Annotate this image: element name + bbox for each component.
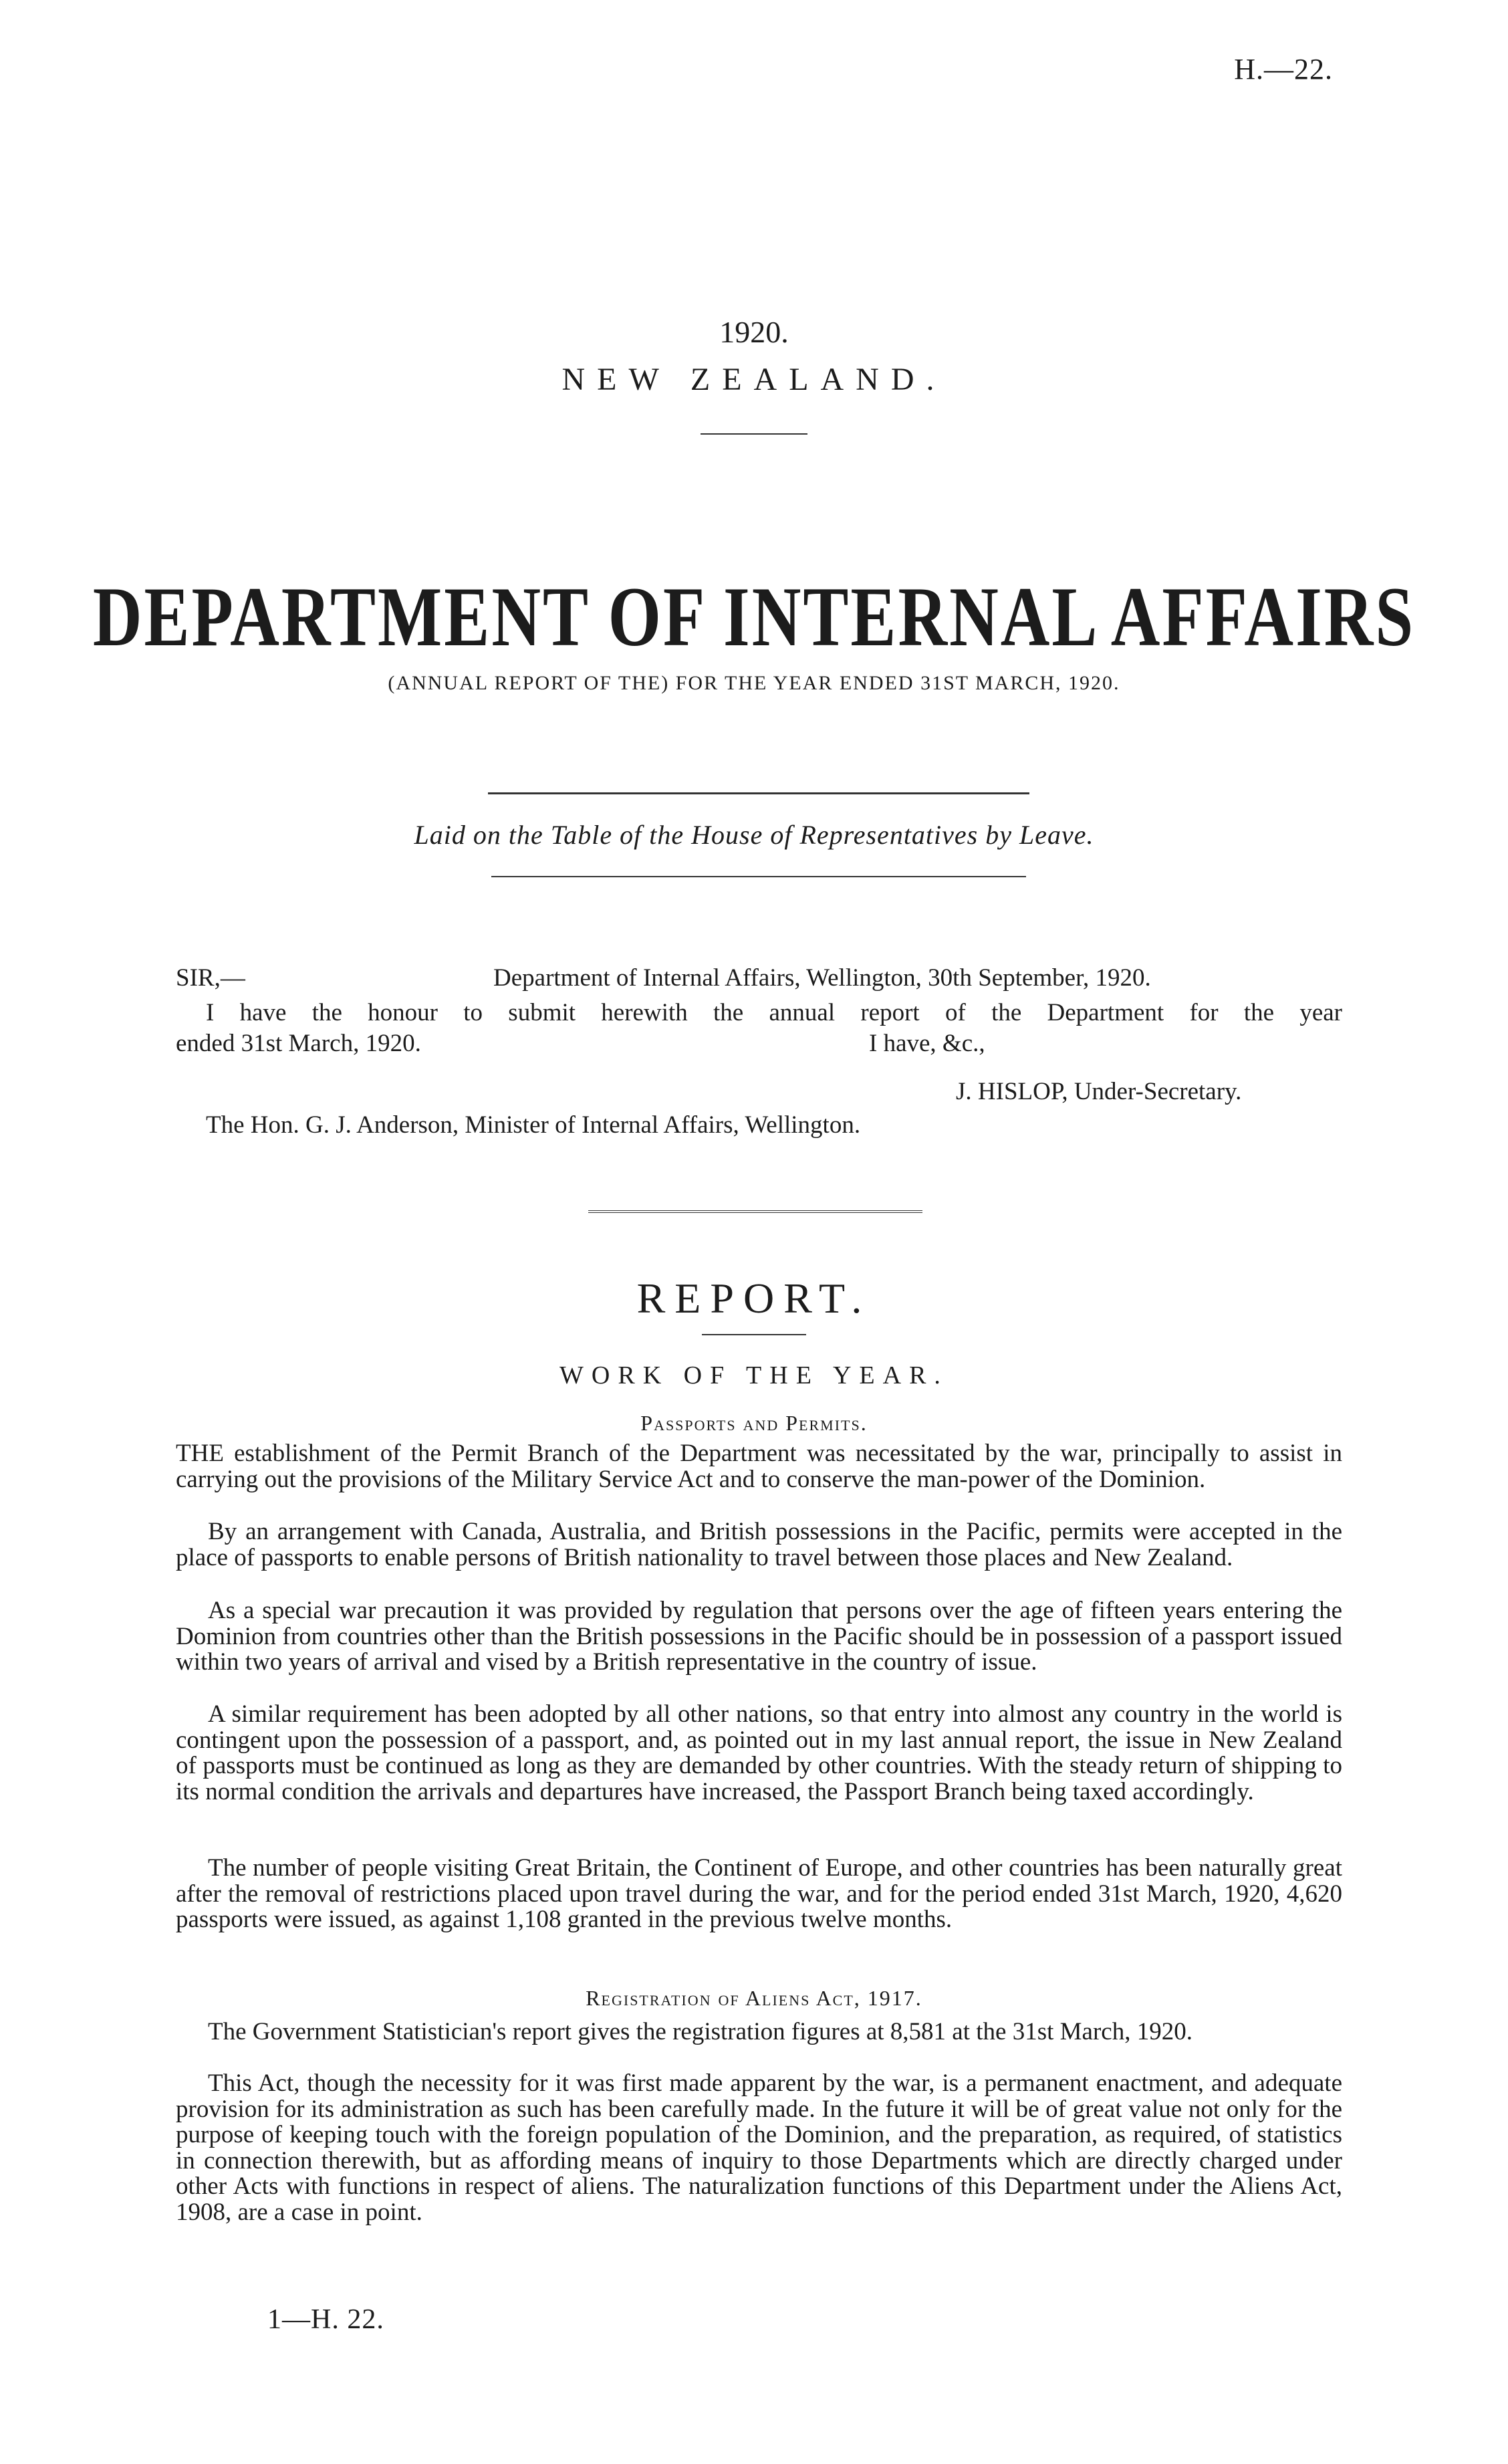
laid-on-table-note: Laid on the Table of the House of Representatives by Leave.: [414, 820, 1094, 850]
laid-divider-top: [488, 792, 1029, 794]
report-subtitle: (ANNUAL REPORT OF THE) FOR THE YEAR ENDED 31ST MARCH, 1920.: [388, 672, 1120, 694]
passports-paragraph-2: By an arrangement with Canada, Australia, and British possessions in the Pacific, permits were accepted in the place of passports to enable persons of British nationality to travel between those places and New Zealand.: [176, 1518, 1342, 1571]
aliens-paragraph-1: The Government Statistician's report gives the registration figures at 8,581 at the 31st March, 1920.: [208, 2018, 1192, 2045]
passports-paragraph-5: The number of people visiting Great Britain, the Continent of Europe, and other countries has been naturally great after the removal of restrictions placed upon travel during the war, and for the period ended 31st March, 1920, 4,620 passports were issued, as against 1,108 granted in the previous twelve months.: [176, 1854, 1342, 1934]
letter-body-line-1: I have the honour to submit herewith the annual report of the Department for the year: [206, 999, 1342, 1026]
report-heading-rule: [702, 1334, 806, 1335]
letter-body-line-2: ended 31st March, 1920.: [176, 1030, 421, 1057]
letter-address-date: Department of Internal Affairs, Wellington, 30th September, 1920.: [493, 964, 1151, 992]
sheet-reference: 1—H. 22.: [267, 2304, 384, 2335]
country-title: NEW ZEALAND.: [561, 362, 947, 397]
laid-divider-bottom: [491, 876, 1026, 877]
letter-closing: I have, &c.,: [869, 1030, 985, 1057]
report-heading: REPORT.: [636, 1274, 872, 1322]
passports-paragraph-4: A similar requirement has been adopted by all other nations, so that entry into almost any country in the world is contingent upon the possession of a passport, and, as pointed out in my last annual report, the issue in New Zealand of passports must be continued as long as they are demanded by other countries. With the steady return of shipping to its normal condition the arrivals and departures have increased, the Passport Branch being taxed accordingly.: [176, 1700, 1342, 1805]
work-of-year-heading: WORK OF THE YEAR.: [559, 1361, 949, 1389]
passports-paragraph-3: As a special war precaution it was provided by regulation that persons over the age of fifteen years entering the Dominion from countries other than the British possessions in the Pacific should be in possession of a passport issued within two years of arrival and vised by a British representative in the country of issue.: [176, 1597, 1342, 1676]
letter-divider: [588, 1210, 922, 1213]
aliens-section-heading: Registration of Aliens Act, 1917.: [586, 1986, 922, 2010]
letter-salutation: SIR,—: [176, 964, 245, 992]
report-year: 1920.: [719, 315, 789, 349]
page-reference: H.—22.: [1234, 53, 1333, 86]
letter-recipient: The Hon. G. J. Anderson, Minister of Internal Affairs, Wellington.: [206, 1111, 861, 1139]
passports-paragraph-1: THE establishment of the Permit Branch of the Department was necessitated by the war, principally to assist in carrying out the provisions of the Military Service Act and to conserve the man-power of the Dominion.: [176, 1440, 1342, 1493]
title-divider: [701, 433, 807, 435]
aliens-paragraph-2: This Act, though the necessity for it was first made apparent by the war, is a permanent enactment, and adequate provision for its administration as such has been carefully made. In the future it will be of great value not only for the purpose of keeping touch with the foreign population of the Dominion, and the preparation, as required, of statistics in connection therewith, but as affording means of inquiry to those Departments which are directly charged under other Acts with functions in respect of aliens. The naturalization functions of this Department under the Aliens Act, 1908, are a case in point.: [176, 2069, 1342, 2226]
letter-signature: J. HISLOP, Under-Secretary.: [956, 1078, 1242, 1105]
department-title: DEPARTMENT OF INTERNAL AFFAIRS: [92, 570, 1416, 665]
passports-section-heading: Passports and Permits.: [640, 1411, 868, 1435]
